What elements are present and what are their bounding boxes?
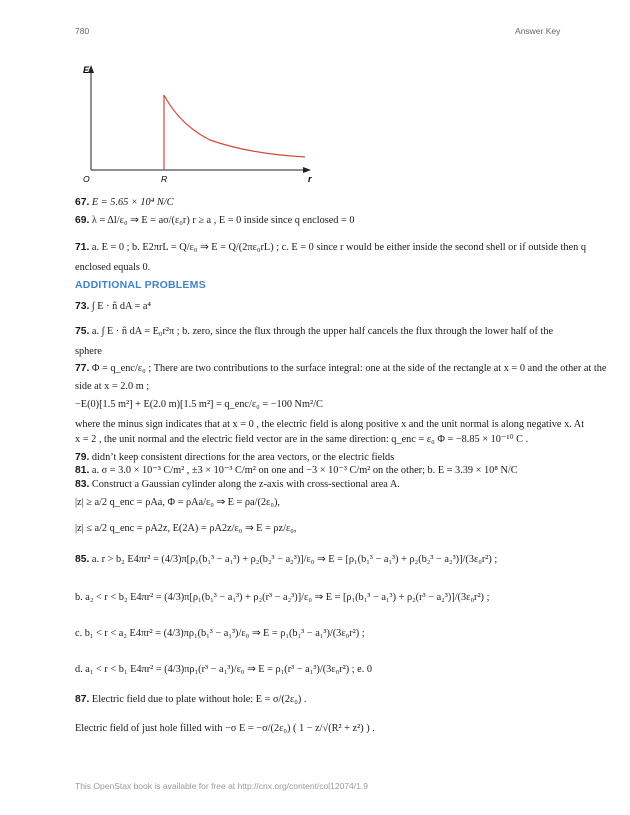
answer-77-line5: x = 2 , the unit normal and the electric field vector are in the same direction: q_enc = ε₀ Φ = −8.85 × 10⁻¹⁰ C . xyxy=(75,434,529,445)
answer-number: 81. xyxy=(75,465,90,476)
x-axis-arrow xyxy=(303,167,311,173)
answer-75-cont: sphere xyxy=(75,346,102,357)
answer-87-line2: Electric field of just hole filled with −σ E = −σ/(2ε₀) ( 1 − z/√(R² + z²) ) . xyxy=(75,723,375,734)
answer-text: λ = Δl/ε₀ ⇒ E = aσ/(ε₀r) r ≥ a , E = 0 inside since q enclosed = 0 xyxy=(91,215,355,226)
answer-text: ∫ E · n̂ dA = a⁴ xyxy=(91,301,152,312)
answer-77-line2: side at x = 2.0 m ; xyxy=(75,381,150,392)
r-marker-label: R xyxy=(161,174,168,184)
answer-number: 71. xyxy=(75,242,90,253)
answer-text: E = 5.65 × 10⁴ N/C xyxy=(91,197,174,208)
answer-83 xyxy=(75,478,400,491)
answer-number: 69. xyxy=(75,215,90,226)
origin-label: O xyxy=(83,174,90,184)
answer-77-line4: where the minus sign indicates that at x = 0 , the electric field is along positive x and the unit normal is along negative x. At xyxy=(75,419,585,430)
answer-number: 83. xyxy=(75,479,90,490)
field-vs-radius-graph xyxy=(80,60,320,185)
answer-text: Φ = q_enc/ε₀ ; There are two contributions to the surface integral: one at the side of the rectangle at x = 0 and the other at the xyxy=(91,363,607,374)
field-curve xyxy=(164,95,305,157)
answer-85d: d. a₁ < r < b₁ E4πr² = (4/3)πρ₁(r³ − a₁³)/ε₀ ⇒ E = ρ₁(r³ − a₁³)/(3ε₀r²) ; e. 0 xyxy=(75,664,373,675)
answer-text: a. r > b₂ E4πr² = (4/3)π[ρ₁(b₁³ − a₁³) + ρ₂(b₂³ − a₂³)]/ε₀ ⇒ E = [ρ₁(b₁³ − a₁³) + ρ₂(b₂³ − a₂³)]/(3ε₀r²) ; xyxy=(91,554,498,565)
answer-71 xyxy=(75,241,586,254)
answer-75 xyxy=(75,325,553,338)
answer-69 xyxy=(75,214,355,227)
answer-text: a. σ = 3.0 × 10⁻³ C/m² , ±3 × 10⁻³ C/m² on one and −3 × 10⁻³ C/m² on the other; b. E = 3.39 × 10⁸ N/C xyxy=(91,465,518,476)
x-axis-label: r xyxy=(308,174,312,184)
answer-text: didn’t keep consistent directions for the area vectors, or the electric fields xyxy=(91,452,395,463)
answer-number: 67. xyxy=(75,197,90,208)
answer-83-eq1: |z| ≥ a/2 q_enc = ρAa, Φ = ρAa/ε₀ ⇒ E = ρa/(2ε₀), xyxy=(75,497,280,508)
answer-number: 73. xyxy=(75,301,90,312)
footer-note: This OpenStax book is available for free at http://cnx.org/content/col12074/1.9 xyxy=(75,781,368,791)
answer-85b: b. a₂ < r < b₂ E4πr² = (4/3)π[ρ₁(b₁³ − a₁³) + ρ₂(r³ − a₂³)]/ε₀ ⇒ E = [ρ₁(b₁³ − a₁³) + ρ₂(r³ − a₂³)]/(3ε₀r²) ; xyxy=(75,592,490,603)
answer-77 xyxy=(75,362,606,375)
answer-85c: c. b₁ < r < a₂ E4πr² = (4/3)πρ₁(b₁³ − a₁³)/ε₀ ⇒ E = ρ₁(b₁³ − a₁³)/(3ε₀r²) ; xyxy=(75,628,365,639)
answer-number: 77. xyxy=(75,363,90,374)
answer-73 xyxy=(75,300,151,313)
answer-79 xyxy=(75,451,394,464)
answer-text: a. E = 0 ; b. E2πrL = Q/ε₀ ⇒ E = Q/(2πε₀rL) ; c. E = 0 since r would be either inside the second shell or if outside then q xyxy=(91,242,586,253)
answer-number: 79. xyxy=(75,452,90,463)
running-header: Answer Key xyxy=(515,26,561,36)
answer-81 xyxy=(75,464,518,477)
section-title: ADDITIONAL PROBLEMS xyxy=(75,279,206,291)
answer-71-cont: enclosed equals 0. xyxy=(75,262,151,273)
page-number: 780 xyxy=(75,26,90,36)
answer-85a xyxy=(75,553,497,566)
answer-number: 75. xyxy=(75,326,90,337)
answer-text: Construct a Gaussian cylinder along the z-axis with cross-sectional area A. xyxy=(91,479,400,490)
answer-83-eq2: |z| ≤ a/2 q_enc = ρA2z, E(2A) = ρA2z/ε₀ ⇒ E = ρz/ε₀, xyxy=(75,523,297,534)
answer-text: a. ∫ E · n̂ dA = E₀r²π ; b. zero, since the flux through the upper half cancels the flux through the lower half of the xyxy=(91,326,554,337)
y-axis-label: E xyxy=(83,65,90,75)
answer-number: 87. xyxy=(75,694,90,705)
answer-67 xyxy=(75,196,173,209)
answer-87 xyxy=(75,693,306,706)
answer-77-equation: −E(0)[1.5 m²] + E(2.0 m)[1.5 m²] = q_enc/ε₀ = −100 Nm²/C xyxy=(75,399,323,410)
answer-number: 85. xyxy=(75,554,90,565)
answer-text: Electric field due to plate without hole: E = σ/(2ε₀) . xyxy=(91,694,307,705)
